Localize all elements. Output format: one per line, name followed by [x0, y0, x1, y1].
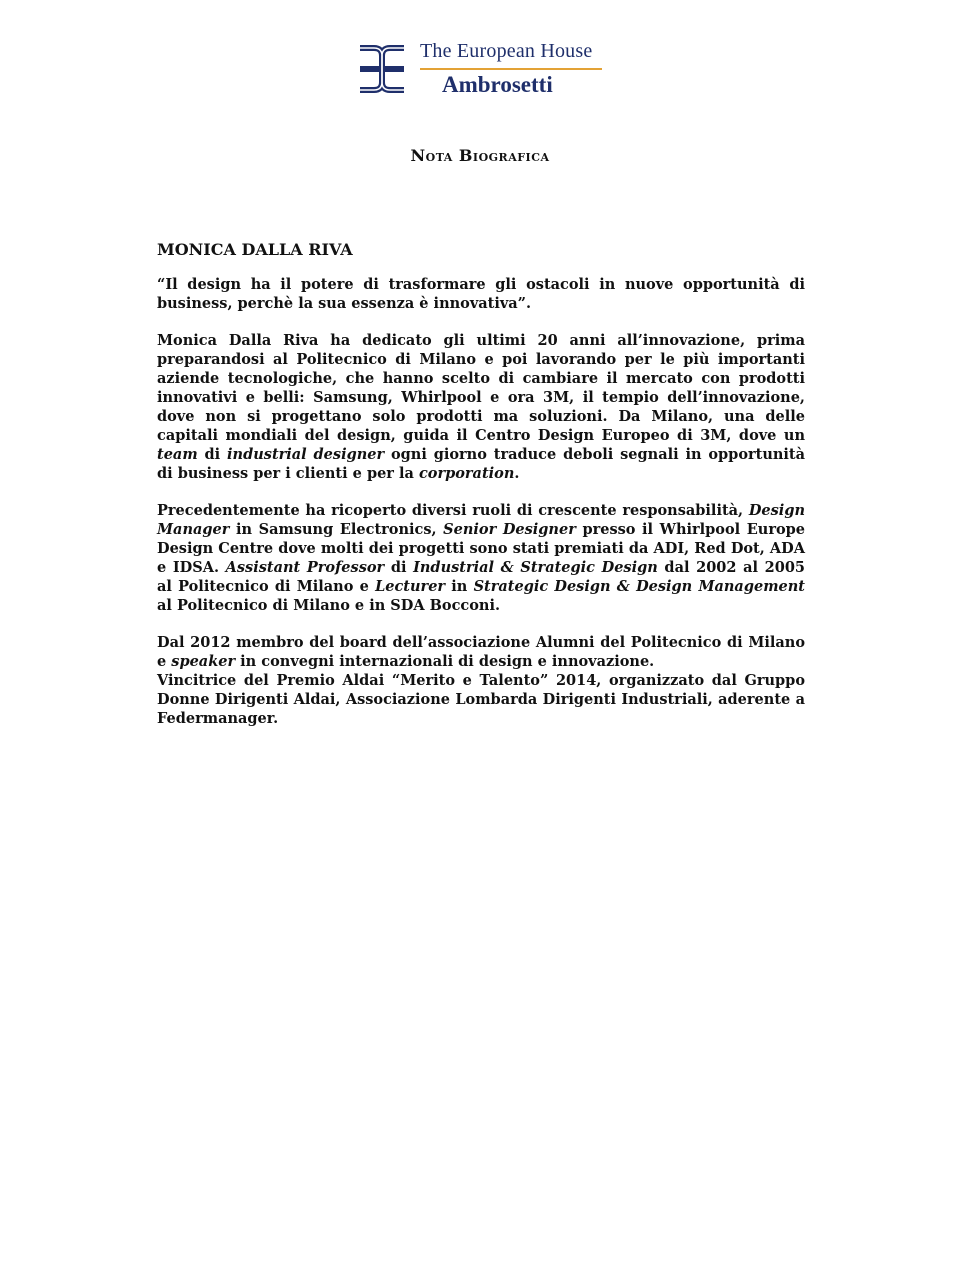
- document-body: [157, 240, 805, 746]
- italic-run: speaker: [171, 653, 236, 670]
- bio-paragraph-2: [157, 501, 805, 615]
- text-run: dal 2002 al 2005 al Politecnico di Milano e: [157, 559, 806, 595]
- text-run: Precedentemente ha ricoperto diversi ruoli di crescente responsabilità,: [157, 502, 749, 519]
- text-run: Monica Dalla Riva ha dedicato gli ultimi 20 anni all’innovazione, prima preparandosi al Politecnico di Milano e poi lavorando per le più importanti aziende tecnologiche, che hanno scelto di cambiare il mercato con prodotti innovativi e belli: Samsung, Whirlpool e ora 3M, il tempio dell’innovazione, dove non si progettano solo prodotti ma soluzioni. Da Milano, una delle capitali mondiali del design, guida il Centro Design Europeo di 3M, dove un: [157, 332, 805, 444]
- text-run: in convegni internazionali di design e innovazione.: [235, 653, 655, 670]
- italic-run: Lecturer: [375, 578, 446, 595]
- text-run: .: [514, 465, 520, 482]
- italic-run: Senior Designer: [443, 521, 576, 538]
- logo-divider: [420, 68, 602, 70]
- text-run: Dal 2012 membro del board dell’associazione Alumni del Politecnico di Milano e: [157, 634, 805, 670]
- text-run: ogni giorno traduce deboli segnali in opportunità di business per i clienti e per la: [157, 446, 806, 482]
- text-run: di: [197, 446, 228, 463]
- logo-text-line1: The European House: [420, 40, 593, 62]
- italic-run: team: [157, 446, 198, 463]
- italic-run: Industrial & Strategic Design: [413, 559, 658, 576]
- italic-run: Design Manager: [157, 502, 805, 538]
- company-logo: [352, 40, 612, 104]
- text-run: di: [384, 559, 414, 576]
- text-run: presso il Whirlpool Europe Design Centre dove molti dei progetti sono stati premiati da ADI, Red Dot, ADA e IDSA.: [157, 521, 806, 576]
- logo-text-line2: Ambrosetti: [442, 72, 553, 97]
- text-run: al Politecnico di Milano e in SDA Bocconi.: [157, 597, 500, 614]
- bio-paragraph-4: Vincitrice del Premio Aldai “Merito e Talento” 2014, organizzato dal Gruppo Donne Dirigenti Aldai, Associazione Lombarda Dirigenti Industriali, aderente a Federmanager.: [157, 672, 805, 727]
- bio-paragraph-1: [157, 331, 805, 483]
- text-run: in: [445, 578, 474, 595]
- quote-paragraph: “Il design ha il potere di trasformare gli ostacoli in nuove opportunità di business, perchè la sua essenza è innovativa”.: [157, 276, 805, 312]
- text-run: in Samsung Electronics,: [229, 521, 444, 538]
- document-title: Nota Biografica: [410, 146, 550, 165]
- italic-run: Assistant Professor: [225, 559, 385, 576]
- person-name: MONICA DALLA RIVA: [157, 240, 353, 259]
- italic-run: corporation: [418, 465, 515, 482]
- italic-run: industrial designer: [227, 446, 385, 463]
- bio-paragraph-3: [157, 633, 805, 671]
- italic-run: Strategic Design & Design Management: [473, 578, 805, 595]
- ambrosetti-logo-icon: [352, 42, 412, 96]
